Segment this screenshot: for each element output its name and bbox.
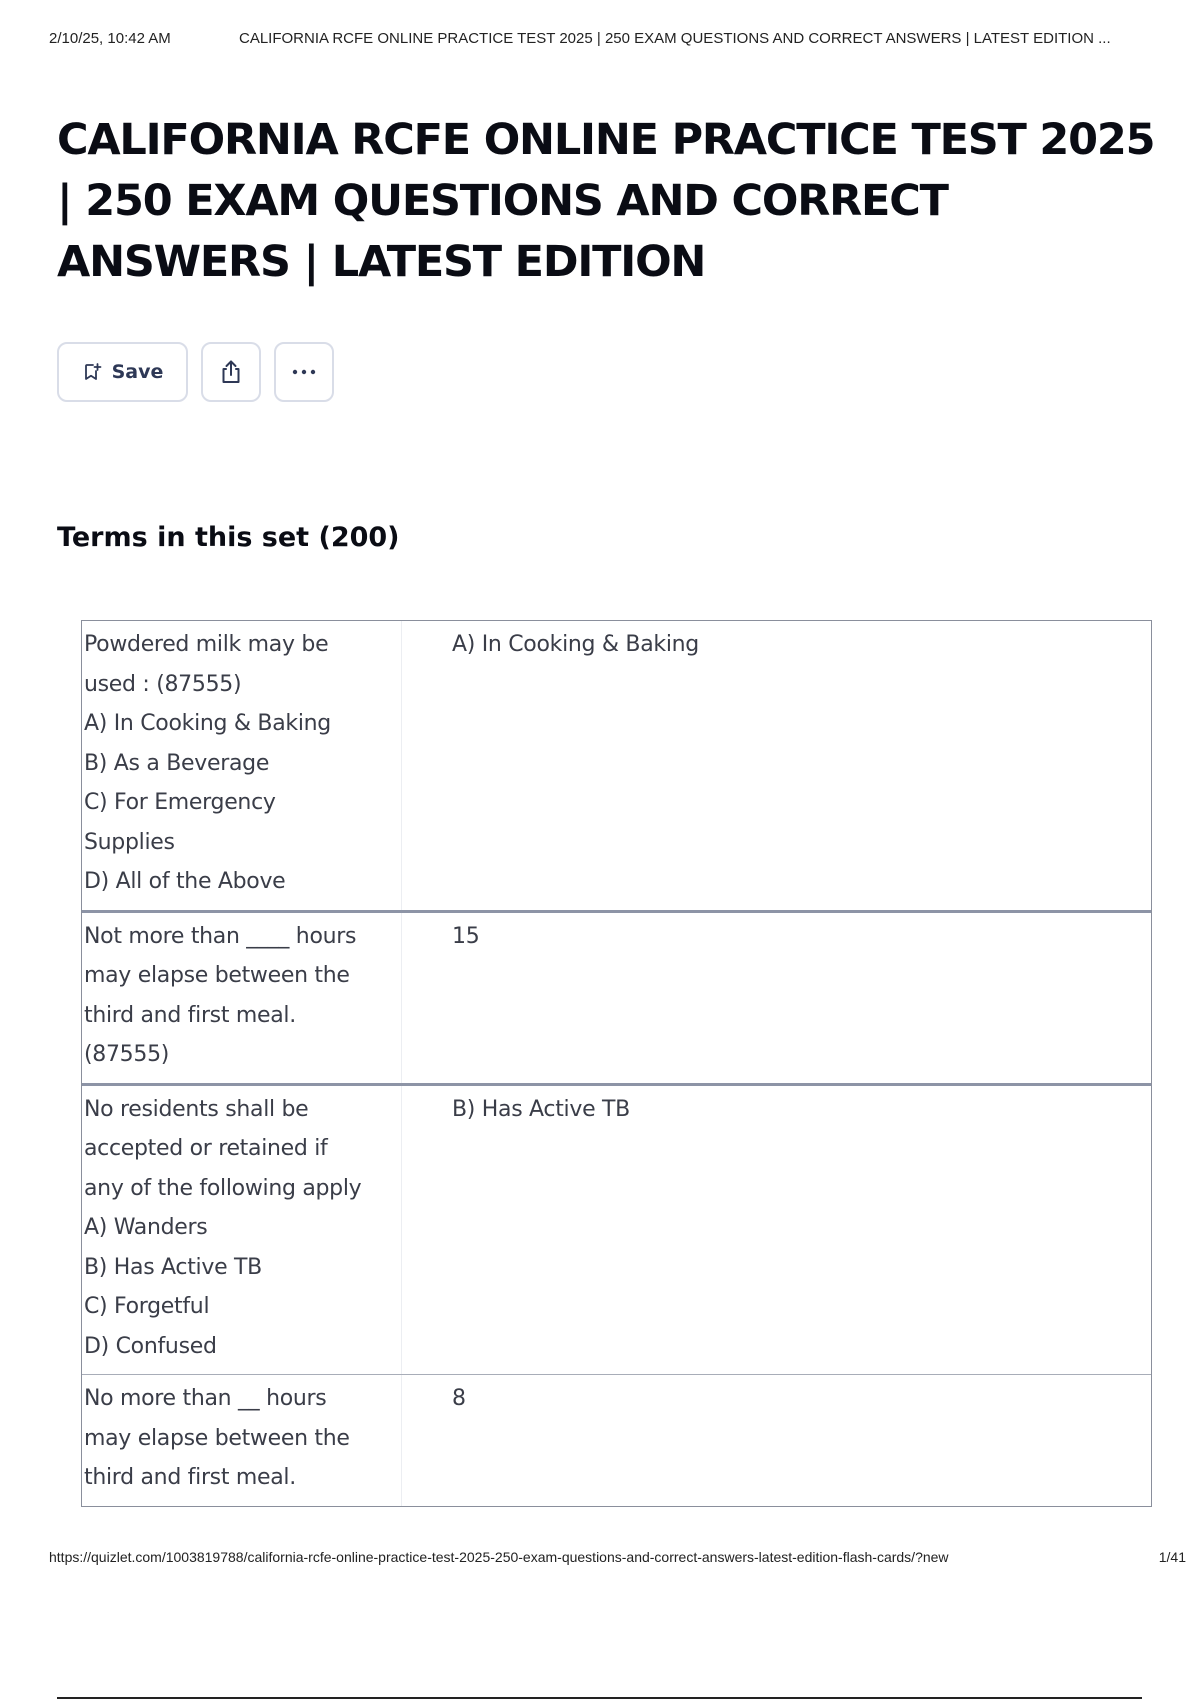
save-button[interactable] <box>57 342 188 402</box>
print-url: https://quizlet.com/1003819788/california-rcfe-online-practice-test-2025-250-exam-questions-and-correct-answers-latest-edition-flash-cards/?new <box>49 1549 949 1565</box>
share-icon <box>217 358 245 386</box>
term-answer: 8 <box>452 1386 466 1411</box>
term-question: Not more than ____ hours may elapse between the third and first meal. (87555) <box>82 913 402 1083</box>
share-button[interactable] <box>201 342 261 402</box>
term-answer: B) Has Active TB <box>452 1096 630 1122</box>
term-row <box>82 1375 1151 1506</box>
term-row <box>82 621 1151 913</box>
term-row <box>82 913 1151 1086</box>
more-horizontal-icon <box>290 368 318 376</box>
print-header <box>49 30 1180 50</box>
term-answer: A) In Cooking & Baking <box>452 632 699 657</box>
term-answer: 15 <box>452 923 480 949</box>
action-toolbar <box>57 342 334 402</box>
page-divider <box>57 1697 1142 1699</box>
terms-heading: Terms in this set (200) <box>57 522 400 553</box>
print-date: 2/10/25, 10:42 AM <box>49 30 171 47</box>
more-options-button[interactable] <box>274 342 334 402</box>
page-title: CALIFORNIA RCFE ONLINE PRACTICE TEST 2025 | 250 EXAM QUESTIONS AND CORRECT ANSWERS | LATEST EDITION <box>57 115 1155 287</box>
terms-table <box>81 620 1152 1507</box>
bookmark-add-icon <box>82 362 102 382</box>
term-row <box>82 1086 1151 1376</box>
term-question: No residents shall be accepted or retained if any of the following apply A) Wanders B) Has Active TB C) Forgetful D) Confused <box>82 1086 402 1375</box>
print-footer <box>49 1549 1186 1569</box>
save-button-label: Save <box>111 361 164 383</box>
term-question: No more than __ hours may elapse between the third and first meal. <box>82 1375 402 1506</box>
term-question: Powdered milk may be used : (87555) A) In Cooking & Baking B) As a Beverage C) For Emergency Supplies D) All of the Above <box>82 621 402 910</box>
print-document-title: CALIFORNIA RCFE ONLINE PRACTICE TEST 2025 | 250 EXAM QUESTIONS AND CORRECT ANSWERS | LATEST EDITION ... <box>239 30 1111 47</box>
print-page-number: 1/41 <box>1158 1549 1186 1565</box>
